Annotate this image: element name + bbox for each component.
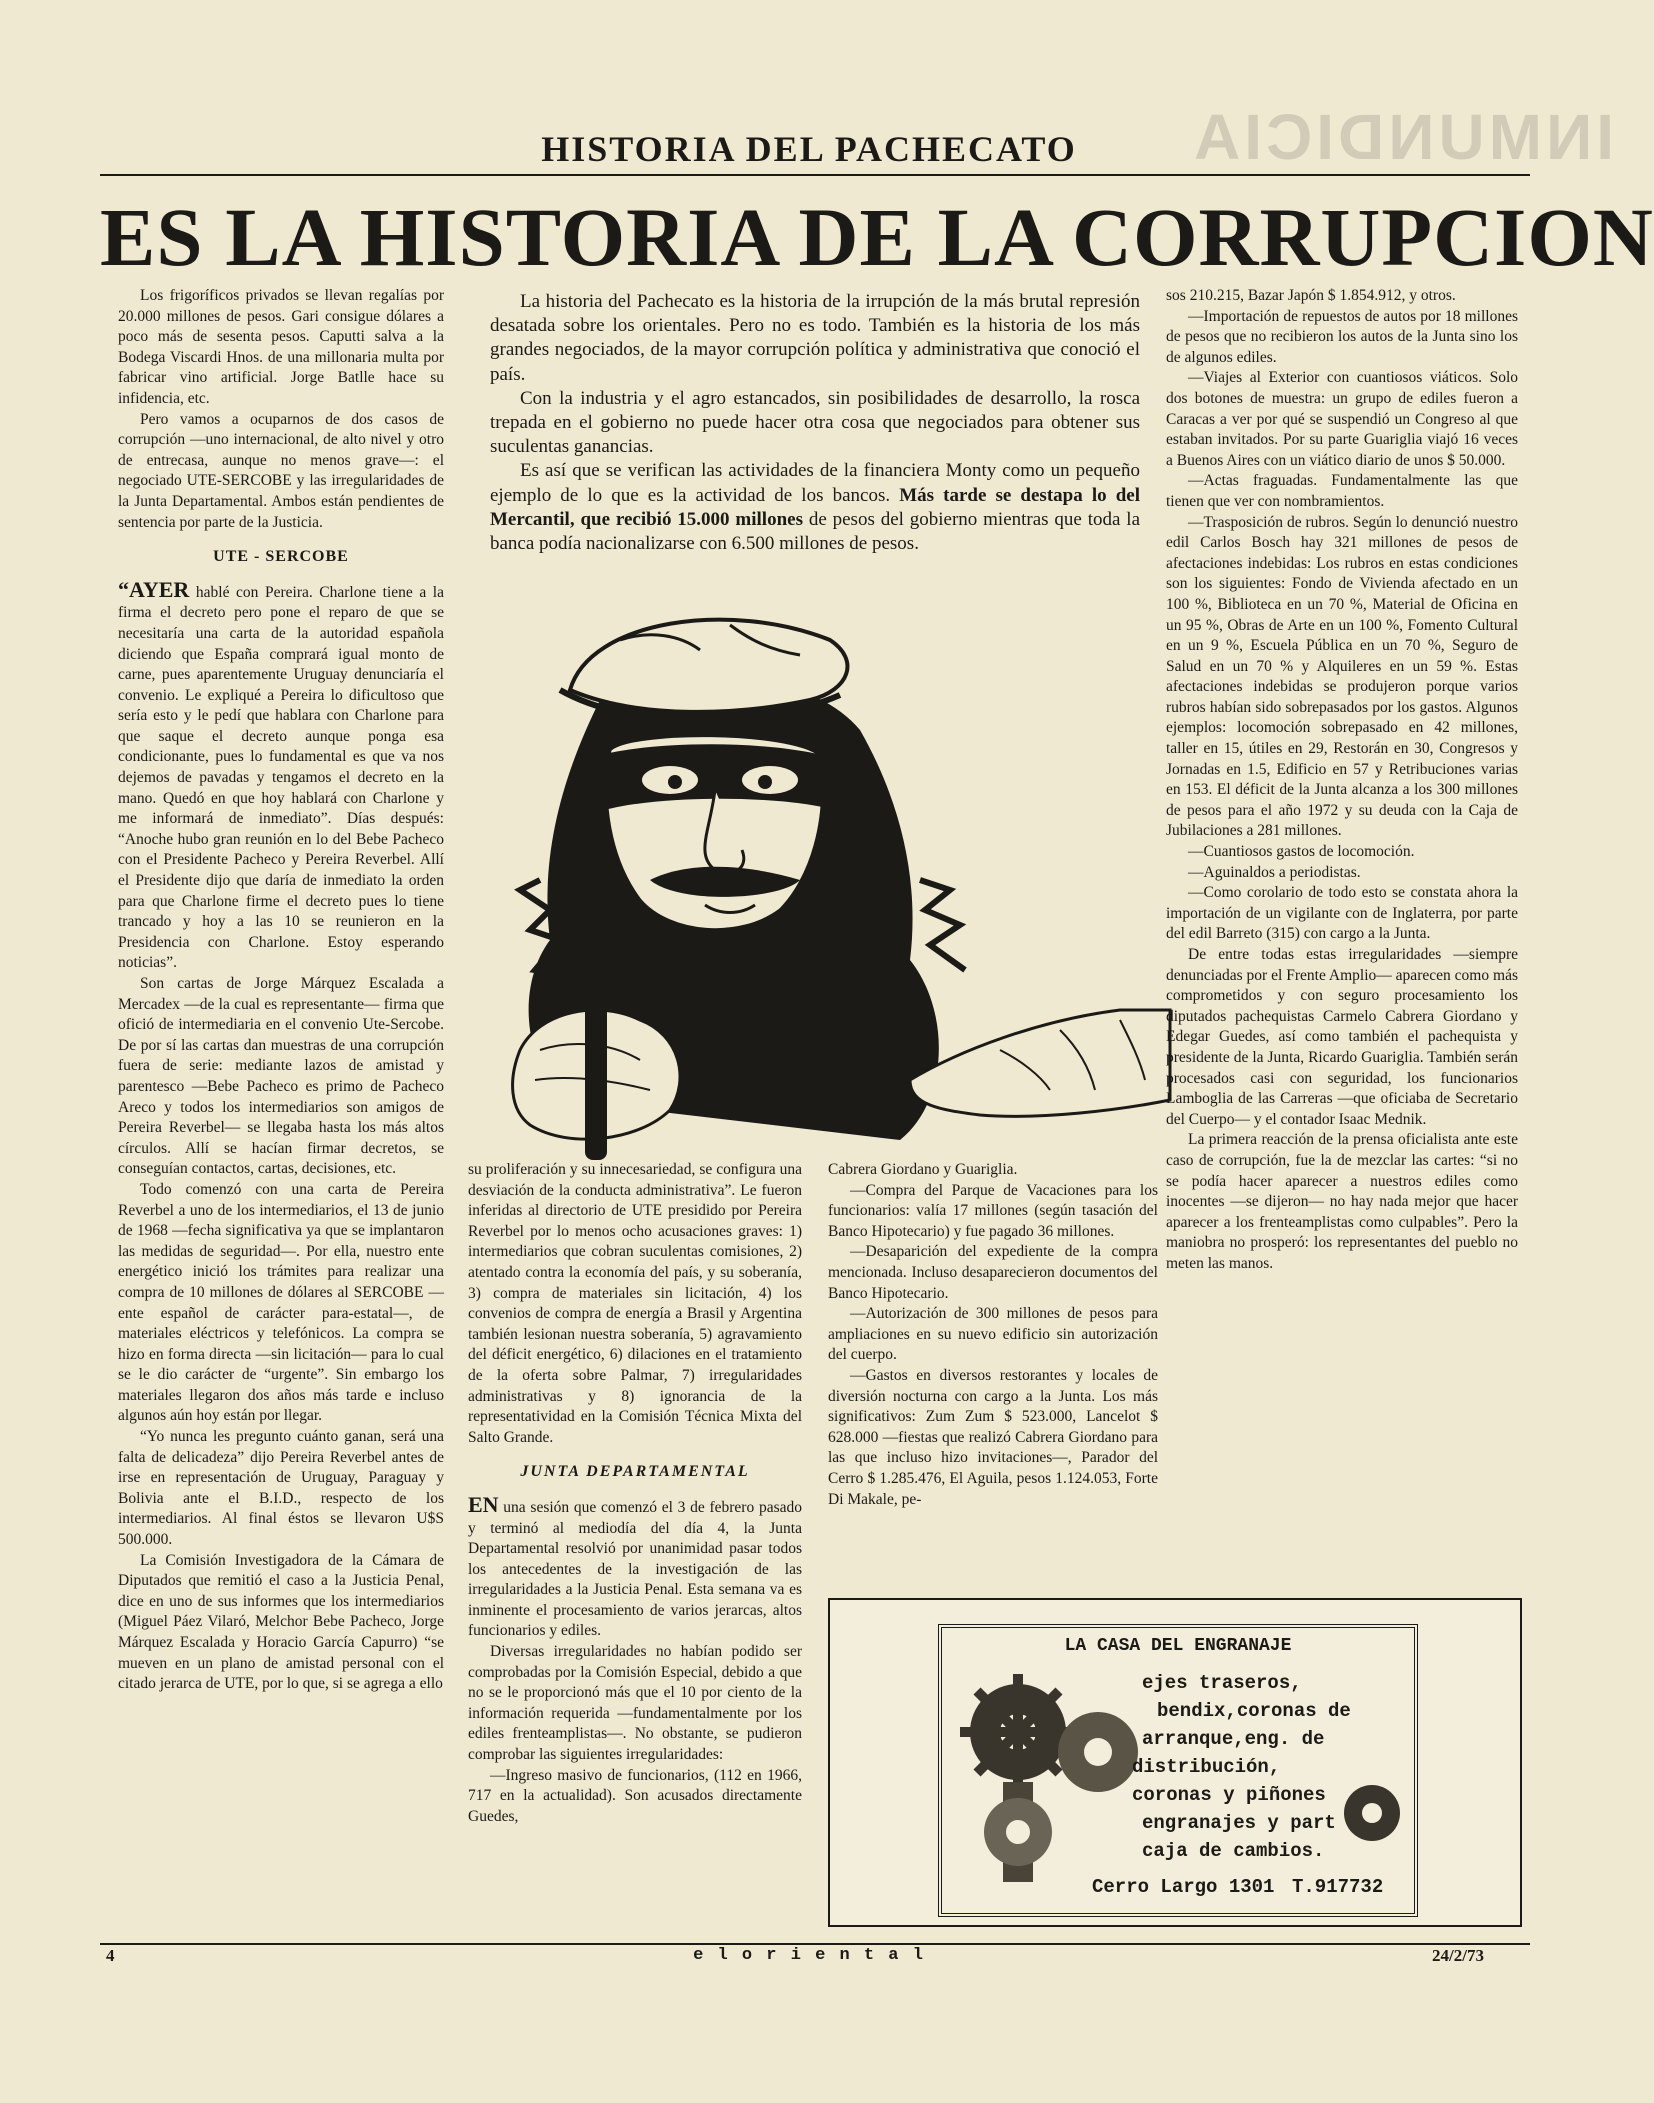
gear-icon bbox=[1337, 1778, 1407, 1848]
paragraph: —Actas fraguadas. Fundamentalmente las que tienen que ver con nombramientos. bbox=[1166, 472, 1518, 510]
paragraph: Pero vamos a ocuparnos de dos casos de corrupción —uno internacional, de alto nivel y otro de entrecasa, aunque no menos grave—: el negociado UTE-SERCOBE y las irregularidades de la Junta Departamental. Ambos están pendientes de sentencia por parte de la Justicia. bbox=[118, 410, 444, 531]
section-kicker: HISTORIA DEL PACHECATO bbox=[541, 129, 1077, 169]
paragraph: sos 210.215, Bazar Japón $ 1.854.912, y otros. bbox=[1166, 287, 1456, 304]
ad-line: bendix,coronas de bbox=[1157, 1700, 1351, 1722]
subhead-junta-departamental: JUNTA DEPARTAMENTAL bbox=[520, 1463, 750, 1481]
ad-line: caja de cambios. bbox=[1142, 1840, 1325, 1862]
paragraph: —Trasposición de rubros. Según lo denunció nuestro edil Carlos Bosch hay 321 millones de pesos de afectaciones indebidas: Los rubros en estas condiciones son los siguientes: Fondo de Vivienda afectado en un 100 %, Biblioteca en un 70 %, Material de Oficina en un 95 %, Obras de Arte en un 100 %, Fomento Cultural en un 9 %, Escuela Pública en un 70 %, Seguro de Salud en un 70 % y Alquileres en un 59 %. Estas afectaciones indebidas se produjeron porque varios rubros habían sido sobrepasados por los gastos. Algunos ejemplos: locomoción sobrepasado en 42 millones, taller en 15, útiles en 29, Restorán en 30, Congresos y Jornadas en 1.5, Edificio en 57 y Retribuciones varias en 153. El déficit de la Junta alcanza a los 300 millones de pesos para el año 1972 y su deuda con la Caja de Jubilaciones a 281 millones. bbox=[1166, 513, 1518, 840]
paragraph: Diversas irregularidades no habían podido ser comprobadas por la Comisión Especial, debido a que no se le proporcionó más que el 10 por ciento de la información requerida —fundamentalmente por los ediles frenteamplistas—. No obstante, se pudieron comprobar las siguientes irregularidades: bbox=[468, 1643, 802, 1764]
paragraph: Son cartas de Jorge Márquez Escalada a Mercadex —de la cual es representante— firma que ofició de intermediaria en el convenio Ute-Sercobe. De por sí las cartas dan muestras de una corrupción fuera de serie: mediante lazos de amistad y parentesco —Bebe Pacheco es primo de Pacheco Areco y todos los intermediarios son amigos de Pereira Reverbel— se llegaba hasta los más altos círculos. Allí se hacían firmar decretos, se conseguían contactos, cartas, decisiones, etc. bbox=[118, 975, 444, 1178]
ad-phone: T.917732 bbox=[1292, 1876, 1384, 1898]
paragraph: su proliferación y su innecesariedad, se configura una desviación de la conducta administrativa”. Le fueron inferidas al directorio de UTE presidido por Pereira Reverbel por lo menos ocho acusaciones graves: 1) intermediarios que cobran suculentas comisiones, 2) atentado contra la economía del país, y su soberanía, 3) compra de materiales sin licitación, 4) los convenios de compra de energía a Brasil y Argentina también lesionan nuestra soberanía, 5) agravamiento del déficit energético, 6) dilaciones en el tratamiento de la oferta sobre Palmar, 7) irregularidades administrativas y 8) ignorancia de la representatividad en la Comisión Técnica Mixta del Salto Grande. bbox=[468, 1161, 802, 1446]
intro-text bbox=[490, 290, 1140, 556]
paragraph: Todo comenzó con una carta de Pereira Reverbel a uno de los intermediarios, el 13 de junio de 1968 —fecha significativa ya que se implantaron las medidas de seguridad—. Por ella, nuestro ente energético inició los trámites para realizar una compra de 10 millones de dólares al SERCOBE —ente español de carácter para-estatal—, de materiales eléctricos y telefónicos. La compra se hizo en forma directa —sin licitación— para lo cual se le dio carácter de “urgente”. Sin embargo los materiales llegaron dos años más tarde e incluso algunos aún hoy están por llegar. bbox=[118, 1180, 444, 1425]
gears-icon bbox=[948, 1662, 1158, 1892]
paragraph: —Gastos en diversos restorantes y locales de diversión nocturna con cargo a la Junta. Los más significativos: Zum Zum $ 523.000, Lancelot $ 628.000 —fiestas que realizó Cabrera Giordano para las que incluso hizo invitaciones—, Parador del Cerro $ 1.285.476, El Aguila, pesos 1.124.053, Forte Di Makale, pe- bbox=[828, 1366, 1158, 1508]
ad-line: coronas y piñones bbox=[1132, 1784, 1326, 1806]
paragraph: —Importación de repuestos de autos por 18 millones de pesos que no recibieron los autos de la Junta sino los de algunos ediles. bbox=[1166, 307, 1518, 366]
masthead: e l o r i e n t a l bbox=[693, 1946, 925, 1965]
paragraph: “Yo nunca les pregunto cuánto ganan, será una falta de delicadeza” dijo Pereira Reverbel antes de irse en representación de Uruguay, Paraguay y Bolivia ante el B.I.D., respecto de los intermediarios. Al final éstos se llevaron U$S 500.000. bbox=[118, 1428, 444, 1549]
paragraph: —Aguinaldos a periodistas. bbox=[1188, 863, 1361, 881]
paragraph: La Comisión Investigadora de la Cámara de Diputados que remitió el caso a la Justicia Penal, dice en uno de sus informes que los intermediarios (Miguel Páez Vilaró, Melchor Bebe Pacheco, Jorge Márquez Escalada y Horacio García Capurro) “se mueven en un plano de amistad personal con el citado jerarca de UTE, por lo que, si se agrega a ello bbox=[118, 1551, 444, 1693]
paragraph: —Viajes al Exterior con cuantiosos viáticos. Solo dos botones de muestra: un grupo de ediles fueron a Caracas a ver por qué se suspendió un Congreso al que estaban invitados. Por su parte Guariglia viajó 16 veces a Buenos Aires con un viático diario de unos $ 50.000. bbox=[1166, 369, 1518, 469]
paragraph: De entre todas estas irregularidades —siempre denunciadas por el Frente Amplio— aparecen como más comprometidos y con seguro procesamiento los diputados pachequistas Carmelo Cabrera Giordano y Edegar Guedes, así como también el pachequista y presidente de la Junta, Ricardo Guariglia. También serán procesados casi con seguridad, los funcionarios Lamboglia de las Carreras —que oficiaba de Secretario del Cuerpo— y el contador Isaac Mednik. bbox=[1166, 946, 1518, 1128]
paragraph: —Como corolario de todo esto se constata ahora la importación de un vigilante con de Inglaterra, por parte del edil Barreto (315) con cargo a la Junta. bbox=[1166, 884, 1518, 943]
headline: ES LA HISTORIA DE LA CORRUPCION bbox=[100, 191, 1654, 283]
paragraph: EN una sesión que comenzó el 3 de febrero pasado y terminó al mediodía del día 4, la Junta Departamental resolvió por unanimidad pasar todos los antecedentes de la investigación de las irregularidades a la Justicia Penal. Esta semana va es inminente el procesamiento de varios jerarcas, altos funcionarios y ediles. bbox=[468, 1491, 802, 1640]
intro-paragraph: Es así que se verifican las actividades de la financiera Monty como un pequeño ejemplo de lo que es la actividad de los bancos. Más tarde se destapa lo del Mercantil, que recibió 15.000 millones de pesos del gobierno mientras que toda la banca podía nacionalizarse con 6.500 millones de pesos. bbox=[490, 460, 1140, 555]
ad-line: engranajes y part bbox=[1142, 1812, 1336, 1834]
paragraph: —Desaparición del expediente de la compra mencionada. Incluso desaparecieron documentos del Banco Hipotecario. bbox=[828, 1243, 1158, 1302]
article-column-4 bbox=[1166, 286, 1518, 1586]
subhead-ute-sercobe: UTE - SERCOBE bbox=[213, 548, 349, 566]
caricature-illustration bbox=[480, 580, 1170, 1170]
paragraph: —Autorización de 300 millones de pesos para ampliaciones en su nuevo edificio sin autorización del cuerpo. bbox=[828, 1305, 1158, 1364]
ad-line: ejes traseros, bbox=[1142, 1672, 1302, 1694]
paragraph: Los frigoríficos privados se llevan regalías por 20.000 millones de pesos. Gari consigue dólares a poco más de sesenta pesos. Caputti salva a la Bodega Viscardi Hnos. de una millonaria multa por fabricar vino artificial. Jorge Batlle hace su infidencia, etc. bbox=[118, 287, 444, 407]
ad-line: distribución, bbox=[1132, 1756, 1281, 1778]
ad-business-name: LA CASA DEL ENGRANAJE bbox=[1064, 1636, 1292, 1656]
faded-stamp: INMUNDICIA bbox=[1190, 101, 1614, 173]
intro-paragraph: La historia del Pachecato es la historia de la irrupción de la más brutal represión desatada sobre los orientales. Pero no es todo. También es la historia de los más grandes negociados, de la mayor corrupción política y administrativa que conoció el país. bbox=[490, 291, 1140, 385]
ad-line: arranque,eng. de bbox=[1142, 1728, 1325, 1750]
advertisement-box bbox=[828, 1598, 1522, 1927]
intro-paragraph: Con la industria y el agro estancados, sin posibilidades de desarrollo, la rosca trepada en el gobierno no puede hacer otra cosa que negociados para obtener sus suculentas ganancias. bbox=[490, 387, 1140, 458]
ad-address: Cerro Largo 1301 bbox=[1092, 1876, 1275, 1898]
page-number: 4 bbox=[106, 1946, 115, 1965]
article-column-2 bbox=[468, 1160, 802, 1825]
footer-rule bbox=[100, 1943, 1530, 1945]
article-column-1 bbox=[118, 286, 444, 1816]
kicker-rule bbox=[100, 174, 1530, 176]
article-column-3 bbox=[828, 1160, 1158, 1580]
paragraph: Cabrera Giordano y Guariglia. bbox=[828, 1161, 1018, 1178]
paragraph: “AYER hablé con Pereira. Charlone tiene a la firma el decreto pero pone el reparo de que se necesitaría una carta de la autoridad española diciendo que España comprará igual monto de carne, pues aparentemente Uruguay denunciaría el convenio. Le expliqué a Pereira lo dificultoso que sería esto y le pedí que hablara con Charlone para que saque el decreto aunque ponga esa condicionante, pues lo fundamental es que va nos dejemos de pavadas y tengamos el decreto en la mano. Quedó en que hoy hablará con Charlone y me informará de inmediato”. Días después: “Anoche hubo gran reunión en lo del Bebe Pacheco con el Presidente Pacheco y Pereira Reverbel. Allí el Presidente dijo que daría de inmediato la orden para que Charlone firme el decreto pues lo tiene trancado y hoy a las 10 se reunieron en la Presidencia con Charlone. Estoy esperando noticias”. bbox=[118, 576, 444, 972]
paragraph: La primera reacción de la prensa oficialista ante este caso de corrupción, fue la de mezclar las cartes: “si no se podía hacer aparecer a nuestros ediles como inocentes —se dijeron— no hay nada mejor que hacer aparecer a los frenteamplistas como culpables”. Pero la maniobra no prosperó: los representantes del pueblo no meten las manos. bbox=[1166, 1131, 1518, 1272]
paragraph: —Ingreso masivo de funcionarios, (112 en 1966, 717 en la actualidad). Son acusados directamente Guedes, bbox=[468, 1766, 802, 1825]
paragraph: —Compra del Parque de Vacaciones para los funcionarios: valía 17 millones (según tasación del Banco Hipotecario) y fue pagado 36 millones. bbox=[828, 1181, 1158, 1240]
paragraph: —Cuantiosos gastos de locomoción. bbox=[1188, 843, 1415, 861]
issue-date: 24/2/73 bbox=[1432, 1946, 1484, 1965]
advertisement-frame bbox=[938, 1624, 1418, 1917]
